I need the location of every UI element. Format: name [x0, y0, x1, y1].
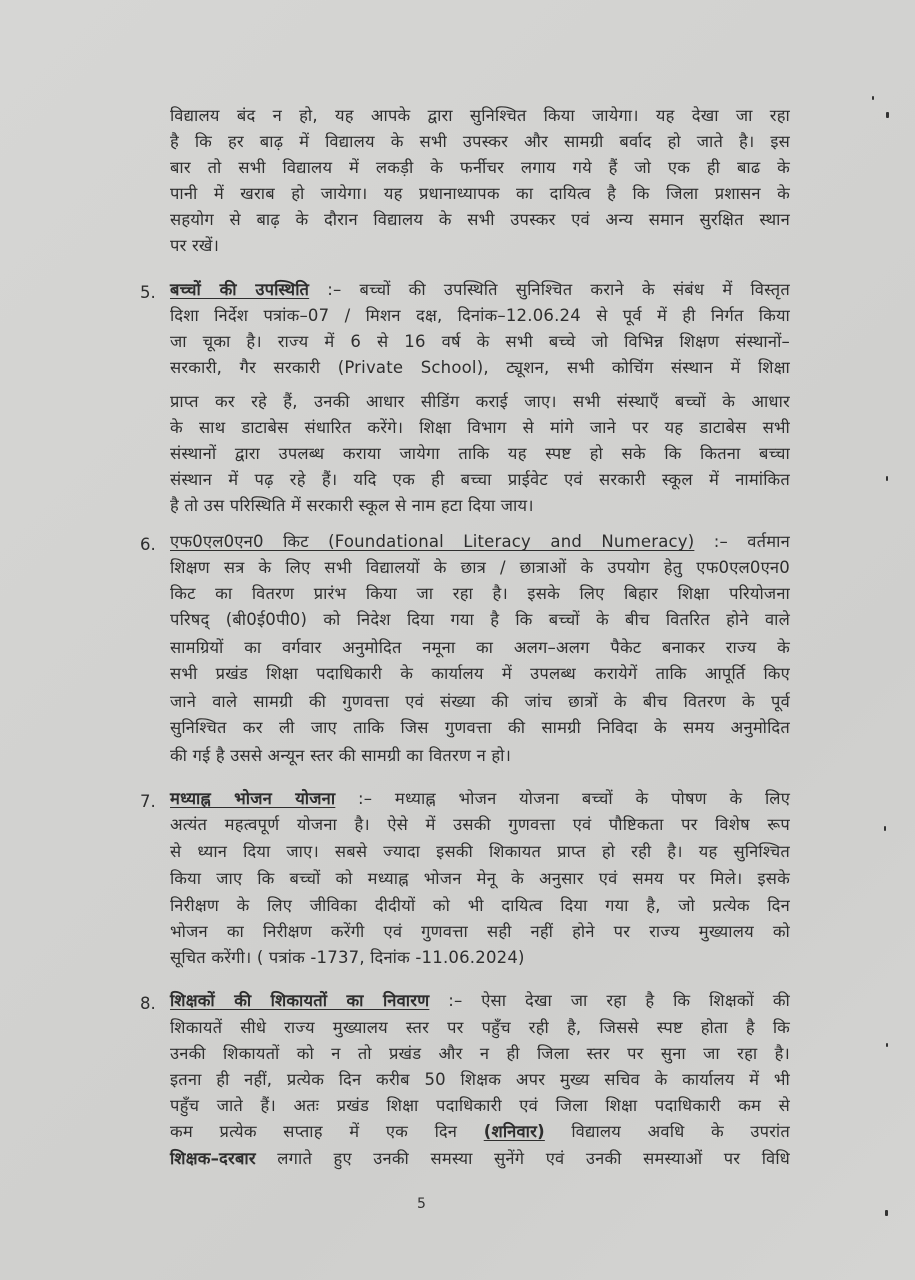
section-line: किया जाए कि बच्चों को मध्याह्न भोजन मेनू के अनुसार एवं समय पर मिले। इसके	[170, 869, 790, 888]
section-number: 5.	[140, 283, 156, 302]
section-number: 8.	[140, 994, 156, 1013]
section-line: सामग्रियों का वर्गवार अनुमोदित नमूना का अलग–अलग पैकेट बनाकर राज्य के	[170, 638, 790, 657]
section-text: विद्यालय अवधि के उपरांत	[571, 1122, 790, 1141]
paper-speck	[884, 826, 886, 831]
saturday-line	[170, 1122, 790, 1142]
intro-line: पर रखें।	[170, 236, 220, 255]
shikshak-darbar-emphasis: शिक्षक–दरबार	[170, 1149, 256, 1168]
section-heading: शिक्षकों की शिकायतों का निवारण	[170, 991, 430, 1010]
section-line: परिषद् (बी0ई0पी0) को निदेश दिया गया है कि बच्चों के बीच वितरित होने वाले	[170, 610, 790, 629]
section-line: उनकी शिकायतों को न तो प्रखंड और न ही जिला स्तर पर सुना जा रहा है।	[170, 1044, 790, 1063]
intro-line: है कि हर बाढ़ में विद्यालय के सभी उपस्कर और सामग्री बर्वाद हो जाते है। इस	[170, 132, 790, 151]
section-first-line	[170, 532, 790, 552]
section-text: :– मध्याह्न भोजन योजना बच्चों के पोषण के लिए	[358, 789, 791, 808]
section-line: सूचित करेंगी। ( पत्रांक -1737, दिनांक -11.06.2024)	[170, 948, 525, 967]
section-line: जाने वाले सामग्री की गुणवत्ता एवं संख्या की जांच छात्रों के बीच वितरण के पूर्व	[170, 692, 790, 711]
intro-line: बार तो सभी विद्यालय में लकड़ी के फर्नीचर लगाय गये हैं जो एक ही बाढ के	[170, 158, 790, 177]
section-text: :– वर्तमान	[713, 532, 790, 551]
section-first-line	[170, 789, 790, 809]
section-text: लगाते हुए उनकी समस्या सुनेंगे एवं उनकी समस्याओं पर विधि	[277, 1149, 791, 1168]
saturday-emphasis: (शनिवार)	[483, 1122, 545, 1141]
section-line: दिशा निर्देश पत्रांक–07 / मिशन दक्ष, दिनांक–12.06.24 से पूर्व में ही निर्गत किया	[170, 306, 790, 325]
section-line: सुनिश्चित कर ली जाए ताकि जिस गुणवत्ता की सामग्री निविदा के समय अनुमोदित	[170, 718, 790, 737]
section-line: की गई है उससे अन्यून स्तर की सामग्री का वितरण न हो।	[170, 746, 512, 765]
section-line: भोजन का निरीक्षण करेंगी एवं गुणवत्ता सही नहीं होने पर राज्य मुख्यालय को	[170, 922, 790, 941]
section-first-line	[170, 280, 790, 300]
section-line: अत्यंत महत्वपूर्ण योजना है। ऐसे में उसकी गुणवत्ता एवं पौष्टिकता पर विशेष रूप	[170, 815, 790, 834]
section-text: :– बच्चों की उपस्थिति सुनिश्चित कराने के संबंध में विस्तृत	[327, 280, 791, 299]
section-line: शिकायतें सीधे राज्य मुख्यालय स्तर पर पहुँच रही है, जिससे स्पष्ट होता है कि	[170, 1018, 790, 1037]
section-line: जा चूका है। राज्य में 6 से 16 वर्ष के सभी बच्चे जो विभिन्न शिक्षण संस्थानों–	[170, 332, 790, 351]
darbar-line	[170, 1149, 790, 1169]
intro-line: पानी में खराब हो जायेगा। यह प्रधानाध्यापक का दायित्व है कि जिला प्रशासन के	[170, 184, 790, 203]
section-line: के साथ डाटाबेस संधारित करेंगे। शिक्षा विभाग से मांगे जाने पर यह डाटाबेस सभी	[170, 418, 790, 437]
section-line: इतना ही नहीं, प्रत्येक दिन करीब 50 शिक्षक अपर मुख्य सचिव के कार्यालय में भी	[170, 1070, 790, 1089]
intro-line: विद्यालय बंद न हो, यह आपके द्वारा सुनिश्चित किया जायेगा। यह देखा जा रहा	[170, 106, 790, 125]
section-line: सभी प्रखंड शिक्षा पदाधिकारी के कार्यालय में उपलब्ध करायेगें ताकि आपूर्ति किए	[170, 664, 790, 683]
section-line: है तो उस परिस्थिति में सरकारी स्कूल से नाम हटा दिया जाय।	[170, 496, 534, 515]
section-heading: मध्याह्न भोजन योजना	[170, 789, 336, 808]
section-number: 6.	[140, 535, 156, 554]
section-line: से ध्यान दिया जाए। सबसे ज्यादा इसकी शिकायत प्राप्त हो रही है। यह सुनिश्चित	[170, 842, 790, 861]
section-text: :– ऐसा देखा जा रहा है कि शिक्षकों की	[448, 991, 790, 1010]
section-line: सरकारी, गैर सरकारी (Private School), ट्यूशन, सभी कोचिंग संस्थान में शिक्षा	[170, 358, 790, 377]
paper-speck	[886, 476, 888, 481]
paper-speck	[886, 112, 889, 118]
page-number: 5	[417, 1196, 426, 1212]
intro-line: सहयोग से बाढ़ के दौरान विद्यालय के सभी उपस्कर एवं अन्य समान सुरक्षित स्थान	[170, 210, 790, 229]
section-heading: एफ0एल0एन0 किट (Foundational Literacy and Numeracy)	[170, 532, 695, 551]
paper-speck	[872, 96, 874, 100]
section-number: 7.	[140, 792, 156, 811]
section-line: शिक्षण सत्र के लिए सभी विद्यालयों के छात्र / छात्राओं के उपयोग हेतु एफ0एल0एन0	[170, 558, 790, 577]
paper-speck	[886, 1043, 888, 1047]
section-line: पहुँच जाते हैं। अतः प्रखंड शिक्षा पदाधिकारी एवं जिला शिक्षा पदाधिकारी कम से	[170, 1096, 790, 1115]
section-line: प्राप्त कर रहे हैं, उनकी आधार सीडिंग कराई जाए। सभी संस्थाएँ बच्चों के आधार	[170, 392, 790, 411]
section-line: संस्थान में पढ़ रहे हैं। यदि एक ही बच्चा प्राईवेट एवं सरकारी स्कूल में नामांकित	[170, 470, 790, 489]
paper-speck	[885, 1210, 888, 1216]
section-text: कम प्रत्येक सप्ताह में एक दिन	[170, 1122, 458, 1141]
section-line: संस्थानों द्वारा उपलब्ध कराया जायेगा ताकि यह स्पष्ट हो सके कि कितना बच्चा	[170, 444, 790, 463]
section-first-line	[170, 991, 790, 1011]
section-line: किट का वितरण प्रारंभ किया जा रहा है। इसके लिए बिहार शिक्षा परियोजना	[170, 584, 790, 603]
section-line: निरीक्षण के लिए जीविका दीदीयों को भी दायित्व दिया गया है, जो प्रत्येक दिन	[170, 896, 790, 915]
section-heading: बच्चों की उपस्थिति	[170, 280, 310, 299]
